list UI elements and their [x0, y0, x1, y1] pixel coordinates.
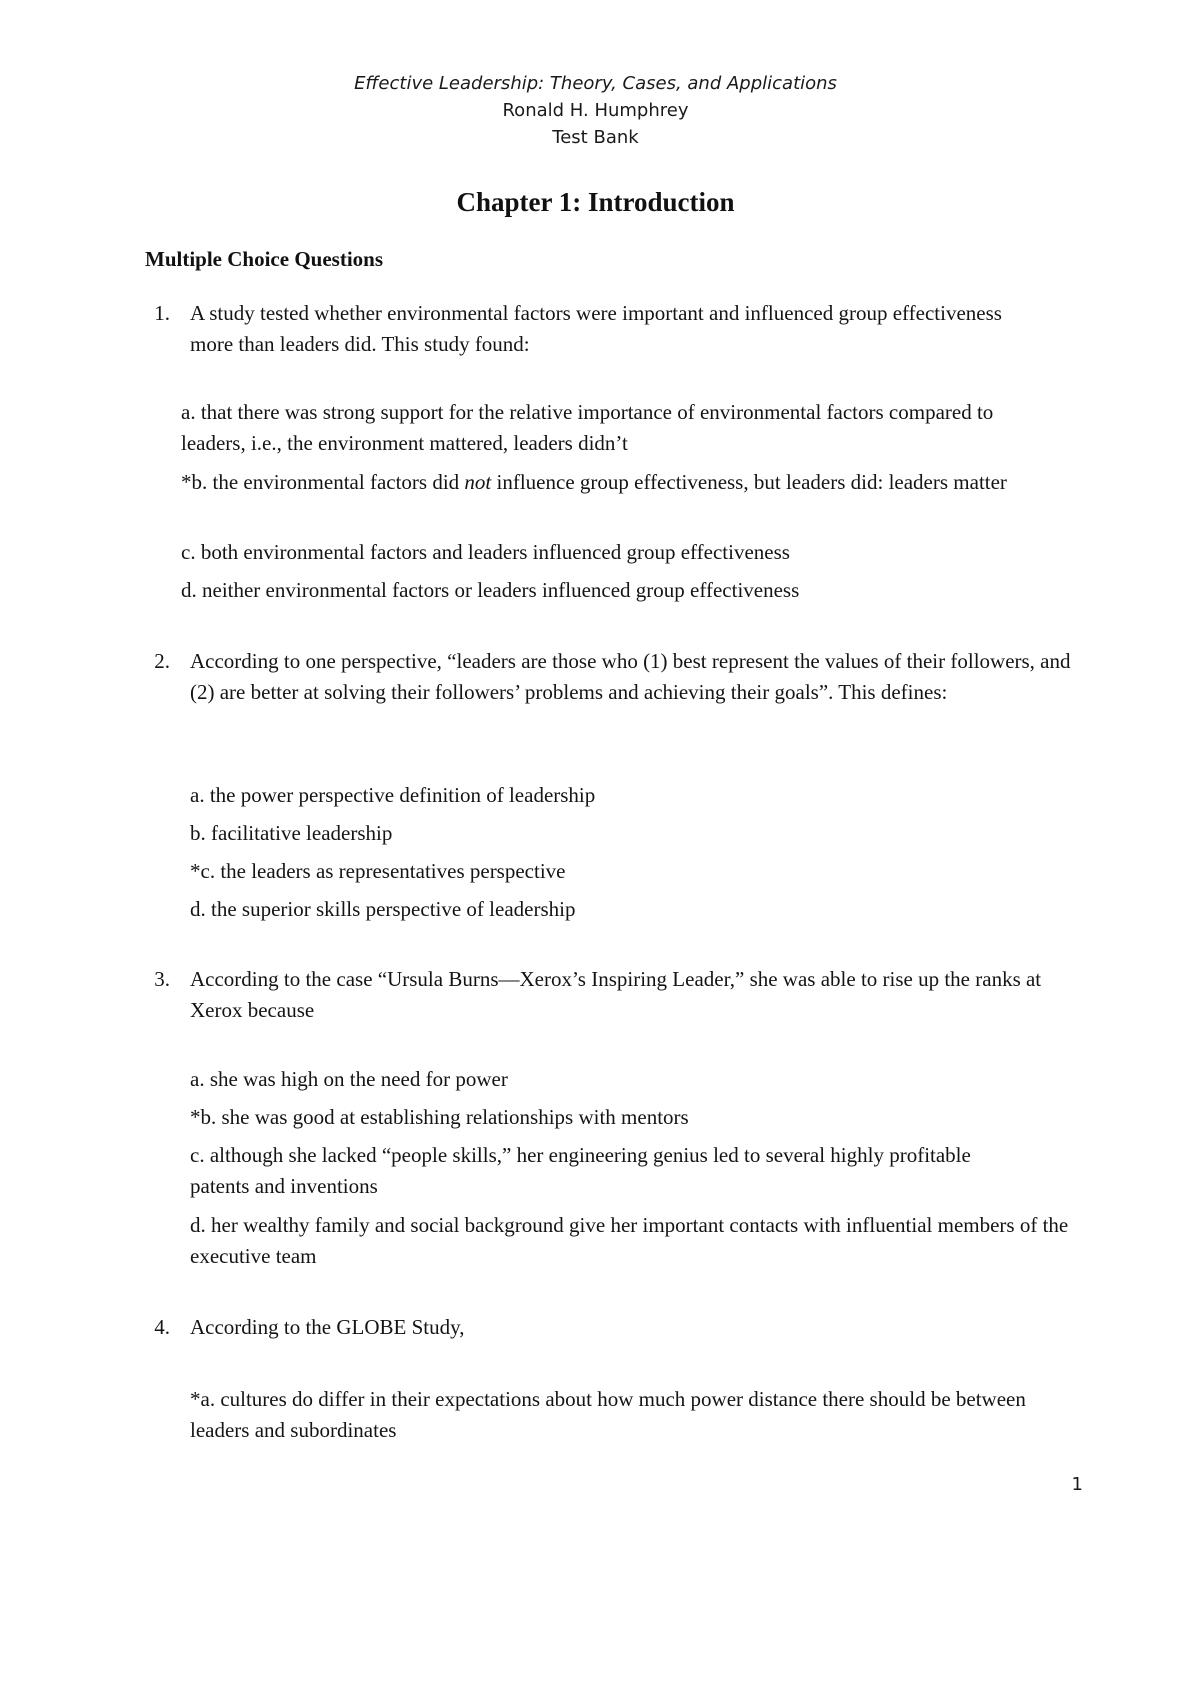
option-d: d. the superior skills perspective of leadership [190, 897, 576, 921]
option-a: a. she was high on the need for power [190, 1067, 508, 1091]
option-b-suffix: influence group effectiveness, but leaders did: leaders matter [491, 470, 1007, 494]
question-text: According to the GLOBE Study, [190, 1315, 465, 1339]
question-text: According to one perspective, “leaders are those who (1) best represent the values of their followers, and (2) are better at solving their followers’ problems and achieving their goals”. This defines: [190, 649, 1071, 704]
question-number: 4. [154, 1315, 170, 1339]
option-d: d. neither environmental factors or leaders influenced group effectiveness [181, 578, 800, 602]
option-b: b. facilitative leadership [190, 821, 393, 845]
document-type: Test Bank [552, 127, 639, 148]
option-b [181, 467, 1081, 498]
question-number: 1. [154, 301, 170, 325]
option-a: a. the power perspective definition of leadership [190, 783, 596, 807]
question-number: 2. [154, 649, 170, 673]
option-c: *c. the leaders as representatives perspective [190, 859, 566, 883]
question-number: 3. [154, 967, 170, 991]
author-name: Ronald H. Humphrey [502, 100, 689, 121]
option-a: *a. cultures do differ in their expectations about how much power distance there should be between leaders and subordinates [190, 1387, 1026, 1442]
option-c: c. both environmental factors and leaders influenced group effectiveness [181, 540, 790, 564]
section-title: Multiple Choice Questions [145, 247, 384, 271]
option-d: d. her wealthy family and social background give her important contacts with influential members of the executive team [190, 1213, 1069, 1268]
option-a: a. that there was strong support for the relative importance of environmental factors compared to leaders, i.e., the environment mattered, leaders didn’t [181, 400, 994, 455]
option-b: *b. she was good at establishing relationships with mentors [190, 1105, 689, 1129]
book-title: Effective Leadership: Theory, Cases, and Applications [354, 73, 837, 94]
question-text: A study tested whether environmental factors were important and influenced group effectiveness more than leaders did. This study found: [190, 301, 1002, 356]
document-header [0, 70, 1191, 151]
chapter-title: Chapter 1: Introduction [456, 187, 735, 217]
page-number: 1 [1071, 1474, 1083, 1495]
question-text: According to the case “Ursula Burns—Xerox’s Inspiring Leader,” she was able to rise up the ranks at Xerox because [190, 967, 1042, 1022]
option-b-emphasis: not [464, 470, 492, 494]
option-c: c. although she lacked “people skills,” her engineering genius led to several highly profitable patents and inventions [190, 1143, 971, 1198]
option-b-prefix: *b. the environmental factors did [181, 470, 465, 494]
